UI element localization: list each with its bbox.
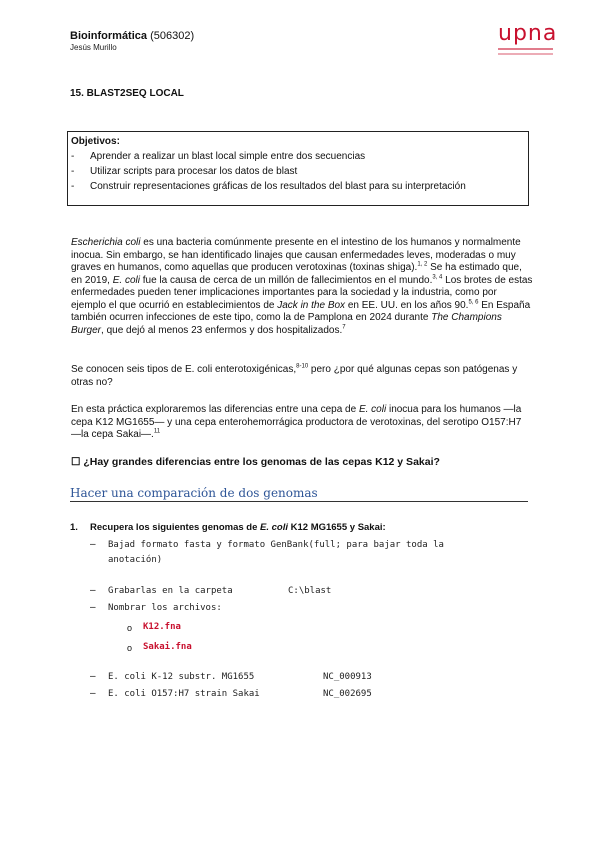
sub-bullet-marker: o [127,623,133,633]
course-title: Bioinformática (506302) [70,30,195,42]
genome-k12-accession: NC_000913 [323,672,372,682]
intro-paragraph-1: Escherichia coli es una bacteria comúnmente presente en el intestino de los humanos y normalmente inocua. Sin embargo, se han identificado linajes que causan enfermedades leves, moderadas o muy graves en humanos, como aquellas que producen verotoxinas (toxinas shiga).$^{1, 2}$ Se ha estimado que, en 2019, E. coli fue la causa de cerca de un millón de fallecimientos en el mundo.$^{3, 4}$ Los brotes de estas enfermedades pueden tener implicaciones importantes para la sociedad y la industria, como por ejemplo el que ocurrió en establecimientos de Jack in the Box en EE. UU. en los años 90.$^{5, 6}$ En España también ocurren infecciones de este tipo, como la de Pamplona en 2024 durante The Champions Burger, que dejó al menos 23 enfermos y dos hospitalizados.$^7$ [71,237,533,336]
filename-sakai: Sakai.fna [143,642,192,652]
objective-item: - Utilizar scripts para procesar los datos de blast [71,166,298,177]
upna-logo [498,21,568,55]
dash-marker: – [90,602,96,613]
objectives-box [67,131,529,206]
logo-subline [498,48,553,50]
folder-path: C:\blast [288,586,332,596]
bullet-name-files: Nombrar los archivos: [108,603,222,613]
dash-marker: – [90,688,96,699]
subheading: Hacer una comparación de dos genomas [70,486,318,500]
dash-marker: – [90,671,96,682]
genome-sakai-accession: NC_002695 [323,689,372,699]
logo-wordmark: upna [498,21,558,46]
bullet-save-folder: Grabarlas en la carpeta [108,586,233,596]
divider [70,501,528,502]
dash-marker: – [90,539,96,550]
section-title: 15. BLAST2SEQ LOCAL [70,88,184,99]
genome-sakai-name: E. coli O157:H7 strain Sakai [108,689,260,699]
author-name: Jesús Murillo [70,43,117,52]
intro-paragraph-2: Se conocen seis tipos de E. coli enterotoxigénicas,$^{8-10}$ pero ¿por qué algunas cepas son patógenas y otras no? [71,363,518,388]
checkbox-glyph-icon: ☐ [71,456,81,468]
key-question: ☐ ¿Hay grandes diferencias entre los genomas de las cepas K12 y Sakai? [71,456,440,468]
objectives-title: Objetivos: [71,136,120,147]
dash-marker: – [90,585,96,596]
genome-k12-name: E. coli K-12 substr. MG1655 [108,672,255,682]
objective-item: - Aprender a realizar un blast local simple entre dos secuencias [71,151,366,162]
filename-k12: K12.fna [143,622,181,632]
sub-bullet-marker: o [127,643,133,653]
logo-subline [498,53,553,55]
objective-item: - Construir representaciones gráficas de los resultados del blast para su interpretación [71,181,466,192]
step-1: 1. Recupera los siguientes genomas de E. coli K12 MG1655 y Sakai: [70,522,386,533]
bullet-download-format-cont: anotación) [108,555,163,565]
bullet-download-format: Bajad formato fasta y formato GenBank(full; para bajar toda la [108,540,444,550]
intro-paragraph-3: En esta práctica exploraremos las diferencias entre una cepa de E. coli inocua para los humanos —la cepa K12 MG1655— y una cepa enterohemorrágica productora de verotoxinas, del serotipo O157:H7 —la cepa Sakai—.$^{11}$ [71,404,522,440]
